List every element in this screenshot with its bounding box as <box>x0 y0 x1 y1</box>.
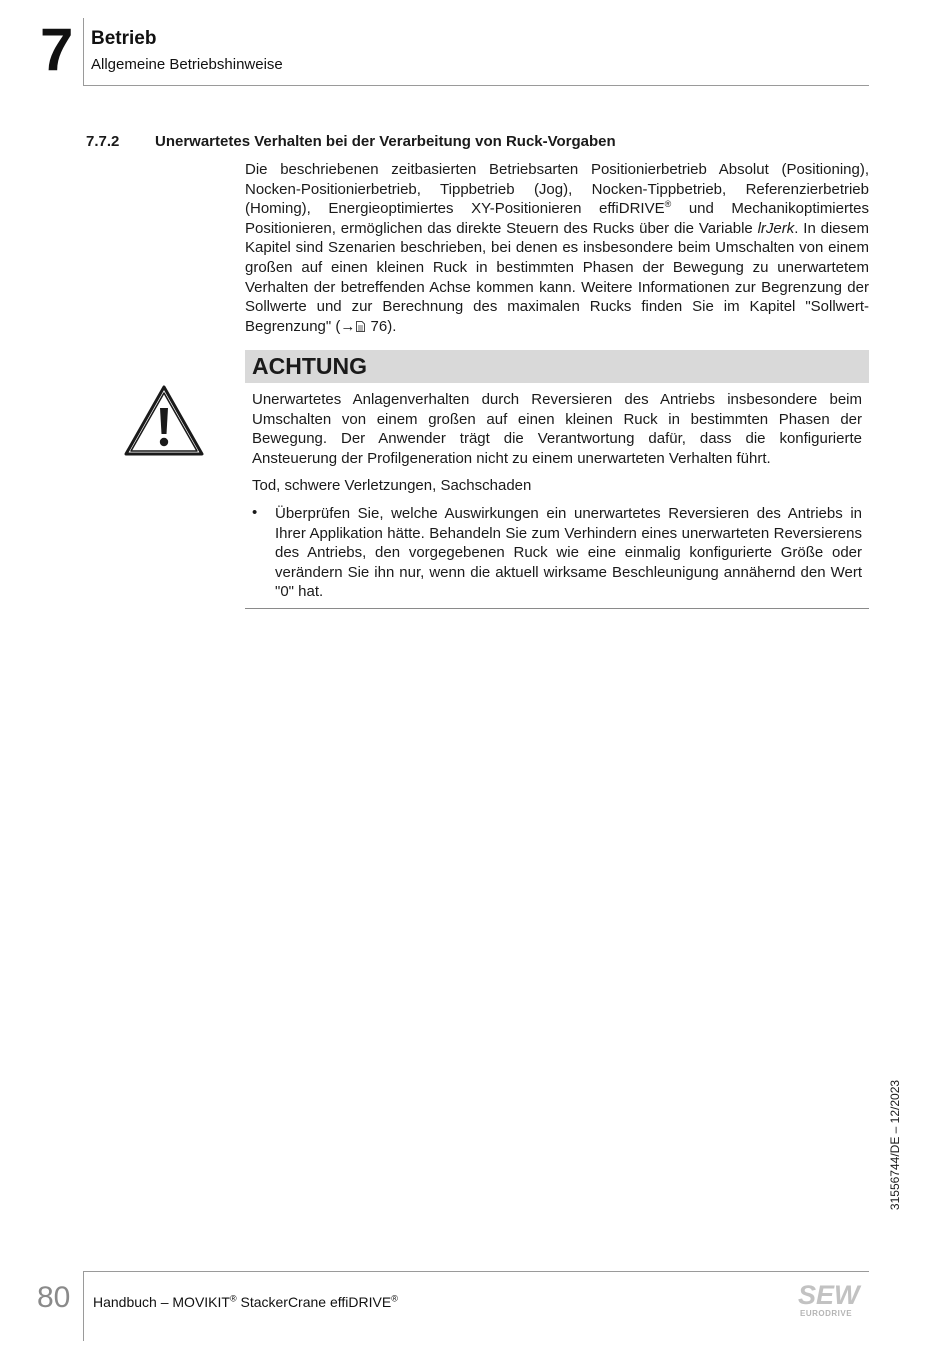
warning-consequence: Tod, schwere Verletzungen, Sachschaden <box>252 477 532 494</box>
eurodrive-logo-text: EURODRIVE <box>800 1309 853 1318</box>
body-text-part1: Die beschriebenen zeitbasierten Betriebsarten Positionierbetrieb Absolut (Positioning), Nocken-Positionierbetrieb, Tippbetrieb (Jog), Nocken-Tippbetrieb, Referenzierbetrieb (Homing), Energieoptimiertes XY-Positionieren effiDRIVE <box>245 161 869 218</box>
header-divider-horizontal <box>83 85 869 86</box>
warning-label: ACHTUNG <box>252 353 367 379</box>
warning-header-bar <box>245 350 869 383</box>
chapter-title: Betrieb <box>91 28 157 49</box>
body-text-part3: . In diesem Kapitel sind Szenarien beschrieben, bei denen es insbesondere beim Umschalten von einem großen auf einen kleinen Ruck in bestimmten Phasen der Bewegung zu unerwartetem Verhalten der betreffenden Achse kommen kann. Weitere Informationen zur Begrenzung der Sollwerte und zur Berechnung des maximalen Rucks finden Sie im Kapitel "Sollwert-Begrenzung" (→ <box>245 219 869 335</box>
warning-triangle-icon <box>123 384 205 457</box>
chapter-subtitle: Allgemeine Betriebshinweise <box>91 56 283 73</box>
footer-registered-mark-2: ® <box>391 1293 398 1304</box>
page-number: 80 <box>37 1281 71 1314</box>
footer-text-part2: StackerCrane effiDRIVE <box>236 1294 392 1310</box>
footer-registered-mark-1: ® <box>229 1293 237 1304</box>
body-text-part2: und Mechanikoptimiertes Positionieren, ermöglichen das direkte Steuern des Rucks über die Variable <box>245 200 869 237</box>
page-reference-link[interactable]: 76). <box>366 317 397 335</box>
document-id: 31556744/DE – 12/2023 <box>888 1079 902 1211</box>
body-paragraph <box>245 160 869 336</box>
chapter-number: 7 <box>40 16 74 83</box>
warning-bottom-divider <box>245 608 869 609</box>
registered-mark: ® <box>664 199 672 210</box>
section-number: 7.7.2 <box>86 133 120 150</box>
footer-divider-horizontal <box>83 1271 869 1272</box>
header-divider-vertical <box>83 18 84 86</box>
warning-description: Unerwartetes Anlagenverhalten durch Reversieren des Antriebs insbesondere beim Umschalten von einem großen auf einen kleinen Ruck in bestimmten Phasen der Bewegung. Der Anwender trägt die Verantwortung dafür, dass die konfigurierte Ansteuerung der Profilgeneration nicht zu einem unerwarteten Verhalten führt. <box>252 391 862 467</box>
footer-manual-title <box>93 1294 398 1310</box>
warning-measure: Überprüfen Sie, welche Auswirkungen ein unerwartetes Reversieren des Antriebs in Ihrer Applikation hätte. Behandeln Sie zum Verhindern eines unerwarteten Reversierens des Antriebs, den vorgegebenen Ruck wie eine einmalig konfigurierte Größe oder verändern Sie ihn nur, wenn die aktuell wirksame Beschleunigung annähernd den Wert "0" hat. <box>275 505 862 601</box>
variable-name: lrJerk <box>757 219 795 237</box>
footer-text-part1: Handbuch – MOVIKIT <box>93 1294 230 1310</box>
sew-logo: SEW <box>798 1280 860 1310</box>
footer-divider-vertical <box>83 1271 84 1341</box>
bullet-symbol: • <box>252 504 258 521</box>
section-title: Unerwartetes Verhalten bei der Verarbeitung von Ruck-Vorgaben <box>155 133 616 150</box>
page-reference-icon <box>356 321 365 332</box>
